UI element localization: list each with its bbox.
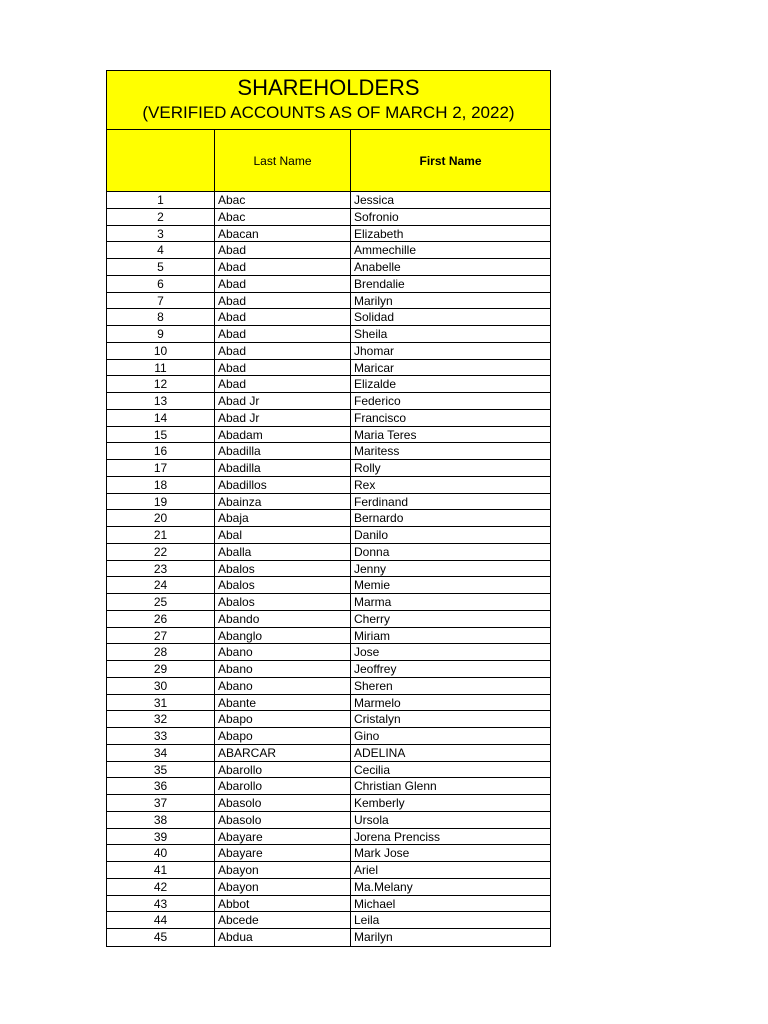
first-name-cell: Cristalyn (354, 712, 401, 727)
first-name-cell: Maritess (354, 444, 400, 459)
last-name-cell: Abad (215, 293, 351, 309)
row-number: 20 (107, 510, 215, 526)
row-number: 23 (107, 561, 215, 577)
row-number: 17 (107, 460, 215, 476)
table-body (107, 192, 550, 946)
first-name-cell: Miriam (354, 628, 390, 643)
last-name-cell: Abano (215, 644, 351, 660)
last-name-cell: Abapo (215, 711, 351, 727)
first-name-cell: Mark Jose (354, 846, 410, 861)
last-name-cell: Abad (215, 360, 351, 376)
row-number: 36 (107, 778, 215, 794)
last-name-cell: Abad (215, 276, 351, 292)
table-row (107, 594, 550, 611)
header-first-name: First Name (419, 153, 482, 168)
row-number: 7 (107, 293, 215, 309)
last-name-cell: Abadilla (215, 460, 351, 476)
last-name-cell: ABARCAR (215, 745, 351, 761)
table-row (107, 393, 550, 410)
last-name-cell: Abcede (215, 912, 351, 928)
first-name-cell: Jose (354, 645, 380, 660)
row-number: 32 (107, 711, 215, 727)
last-name-cell: Abapo (215, 728, 351, 744)
table-row (107, 661, 550, 678)
first-name-cell: Elizalde (354, 377, 397, 392)
row-number: 10 (107, 343, 215, 359)
table-row (107, 242, 550, 259)
last-name-cell: Abante (215, 695, 351, 711)
row-number: 6 (107, 276, 215, 292)
last-name-cell: Abayon (215, 879, 351, 895)
row-number: 41 (107, 862, 215, 878)
row-number: 29 (107, 661, 215, 677)
first-name-cell: Marilyn (354, 293, 393, 308)
row-number: 35 (107, 762, 215, 778)
last-name-cell: Abasolo (215, 795, 351, 811)
row-number: 33 (107, 728, 215, 744)
table-row (107, 644, 550, 661)
last-name-cell: Aballa (215, 544, 351, 560)
first-name-cell: Danilo (354, 528, 389, 542)
table-row (107, 728, 550, 745)
table-header (107, 130, 550, 192)
table-row (107, 561, 550, 578)
row-number: 14 (107, 410, 215, 426)
row-number: 9 (107, 326, 215, 342)
last-name-cell: Abad (215, 343, 351, 359)
first-name-cell: Ammechille (354, 243, 417, 258)
row-number: 16 (107, 443, 215, 459)
shareholders-sheet (106, 70, 551, 947)
last-name-cell: Abad (215, 309, 351, 325)
row-number: 25 (107, 594, 215, 610)
first-name-cell: Francisco (354, 410, 407, 425)
row-number: 31 (107, 695, 215, 711)
row-number: 8 (107, 309, 215, 325)
last-name-cell: Abad (215, 259, 351, 275)
table-row (107, 326, 550, 343)
first-name-cell: Elizabeth (354, 226, 404, 241)
last-name-cell: Abalos (215, 577, 351, 593)
row-number: 45 (107, 929, 215, 946)
table-row (107, 460, 550, 477)
row-number: 5 (107, 259, 215, 275)
first-name-cell: Gino (354, 729, 380, 743)
table-row (107, 510, 550, 527)
table-row (107, 829, 550, 846)
row-number: 26 (107, 611, 215, 627)
last-name-cell: Abad Jr (215, 393, 351, 409)
row-number: 24 (107, 577, 215, 593)
last-name-cell: Abad (215, 326, 351, 342)
header-last-name: Last Name (215, 130, 351, 191)
first-name-cell: Ursola (354, 812, 389, 827)
table-row (107, 912, 550, 929)
table-row (107, 929, 550, 946)
table-row (107, 477, 550, 494)
row-number: 27 (107, 628, 215, 644)
row-number: 13 (107, 393, 215, 409)
first-name-cell: Kemberly (354, 796, 405, 810)
table-row (107, 879, 550, 896)
last-name-cell: Abayare (215, 829, 351, 845)
document-title: SHAREHOLDERS (237, 75, 420, 100)
first-name-cell: Marmelo (354, 695, 401, 710)
table-row (107, 778, 550, 795)
last-name-cell: Abac (215, 192, 351, 208)
last-name-cell: Abanglo (215, 628, 351, 644)
row-number: 3 (107, 226, 215, 242)
table-row (107, 896, 550, 913)
last-name-cell: Abad (215, 242, 351, 258)
header-number (107, 130, 215, 191)
table-row (107, 745, 550, 762)
first-name-cell: Cherry (354, 611, 391, 626)
last-name-cell: Abadam (215, 427, 351, 443)
table-row (107, 577, 550, 594)
table-row (107, 209, 550, 226)
last-name-cell: Abal (215, 527, 351, 543)
table-row (107, 494, 550, 511)
first-name-cell: Sheren (354, 678, 393, 693)
row-number: 22 (107, 544, 215, 560)
last-name-cell: Abad (215, 376, 351, 392)
row-number: 39 (107, 829, 215, 845)
first-name-cell: Ferdinand (354, 494, 409, 509)
row-number: 30 (107, 678, 215, 694)
row-number: 40 (107, 845, 215, 861)
row-number: 11 (107, 360, 215, 376)
document-subtitle: (VERIFIED ACCOUNTS AS OF MARCH 2, 2022) (142, 103, 515, 122)
table-row (107, 192, 550, 209)
first-name-cell: Jeoffrey (354, 662, 397, 676)
row-number: 43 (107, 896, 215, 912)
first-name-cell: Marilyn (354, 930, 393, 944)
last-name-cell: Abbot (215, 896, 351, 912)
table-row (107, 427, 550, 444)
row-number: 44 (107, 912, 215, 928)
first-name-cell: Cecilia (354, 762, 391, 777)
table-row (107, 259, 550, 276)
table-row (107, 812, 550, 829)
table-row (107, 544, 550, 561)
first-name-cell: Leila (354, 913, 380, 928)
row-number: 15 (107, 427, 215, 443)
last-name-cell: Abando (215, 611, 351, 627)
table-row (107, 845, 550, 862)
table-row (107, 711, 550, 728)
row-number: 34 (107, 745, 215, 761)
first-name-cell: Anabelle (354, 260, 401, 274)
last-name-cell: Abalos (215, 594, 351, 610)
first-name-cell: Rolly (354, 461, 381, 475)
table-row (107, 795, 550, 812)
last-name-cell: Abano (215, 678, 351, 694)
first-name-cell: Sheila (354, 327, 388, 341)
table-row (107, 695, 550, 712)
last-name-cell: Abasolo (215, 812, 351, 828)
first-name-cell: Ma.Melany (354, 879, 413, 894)
table-row (107, 443, 550, 460)
first-name-cell: Ariel (354, 863, 379, 877)
first-name-cell: Jhomar (354, 343, 395, 358)
first-name-cell: Rex (354, 477, 376, 492)
table-row (107, 343, 550, 360)
first-name-cell: Christian Glenn (354, 779, 437, 794)
first-name-cell: Donna (354, 544, 390, 559)
table-row (107, 226, 550, 243)
first-name-cell: Sofronio (354, 209, 399, 224)
last-name-cell: Abacan (215, 226, 351, 242)
table-row (107, 376, 550, 393)
first-name-cell: Marma (354, 595, 392, 609)
table-row (107, 527, 550, 544)
last-name-cell: Abad Jr (215, 410, 351, 426)
row-number: 2 (107, 209, 215, 225)
last-name-cell: Abarollo (215, 762, 351, 778)
table-row (107, 628, 550, 645)
last-name-cell: Abayare (215, 845, 351, 861)
row-number: 4 (107, 242, 215, 258)
table-row (107, 360, 550, 377)
table-row (107, 762, 550, 779)
first-name-cell: Maria Teres (354, 427, 417, 442)
first-name-cell: Memie (354, 578, 391, 593)
row-number: 21 (107, 527, 215, 543)
first-name-cell: Bernardo (354, 511, 404, 526)
row-number: 18 (107, 477, 215, 493)
first-name-cell: Jenny (354, 561, 387, 576)
last-name-cell: Abadilla (215, 443, 351, 459)
last-name-cell: Abaja (215, 510, 351, 526)
last-name-cell: Abalos (215, 561, 351, 577)
row-number: 1 (107, 192, 215, 208)
row-number: 38 (107, 812, 215, 828)
table-row (107, 410, 550, 427)
title-block (107, 71, 550, 130)
first-name-cell: Brendalie (354, 276, 405, 291)
row-number: 42 (107, 879, 215, 895)
first-name-cell: Maricar (354, 360, 395, 375)
table-row (107, 276, 550, 293)
table-row (107, 611, 550, 628)
first-name-cell: Michael (354, 896, 396, 911)
table-row (107, 678, 550, 695)
last-name-cell: Abac (215, 209, 351, 225)
first-name-cell: Federico (354, 394, 401, 408)
last-name-cell: Abarollo (215, 778, 351, 794)
first-name-cell: ADELINA (354, 745, 406, 760)
last-name-cell: Abadillos (215, 477, 351, 493)
table-row (107, 293, 550, 310)
first-name-cell: Solidad (354, 310, 395, 325)
first-name-cell: Jessica (354, 193, 395, 207)
first-name-cell: Jorena Prenciss (354, 829, 441, 844)
last-name-cell: Abano (215, 661, 351, 677)
last-name-cell: Abainza (215, 494, 351, 510)
table-row (107, 862, 550, 879)
row-number: 28 (107, 644, 215, 660)
last-name-cell: Abdua (215, 929, 351, 946)
last-name-cell: Abayon (215, 862, 351, 878)
row-number: 37 (107, 795, 215, 811)
row-number: 19 (107, 494, 215, 510)
row-number: 12 (107, 376, 215, 392)
table-row (107, 309, 550, 326)
